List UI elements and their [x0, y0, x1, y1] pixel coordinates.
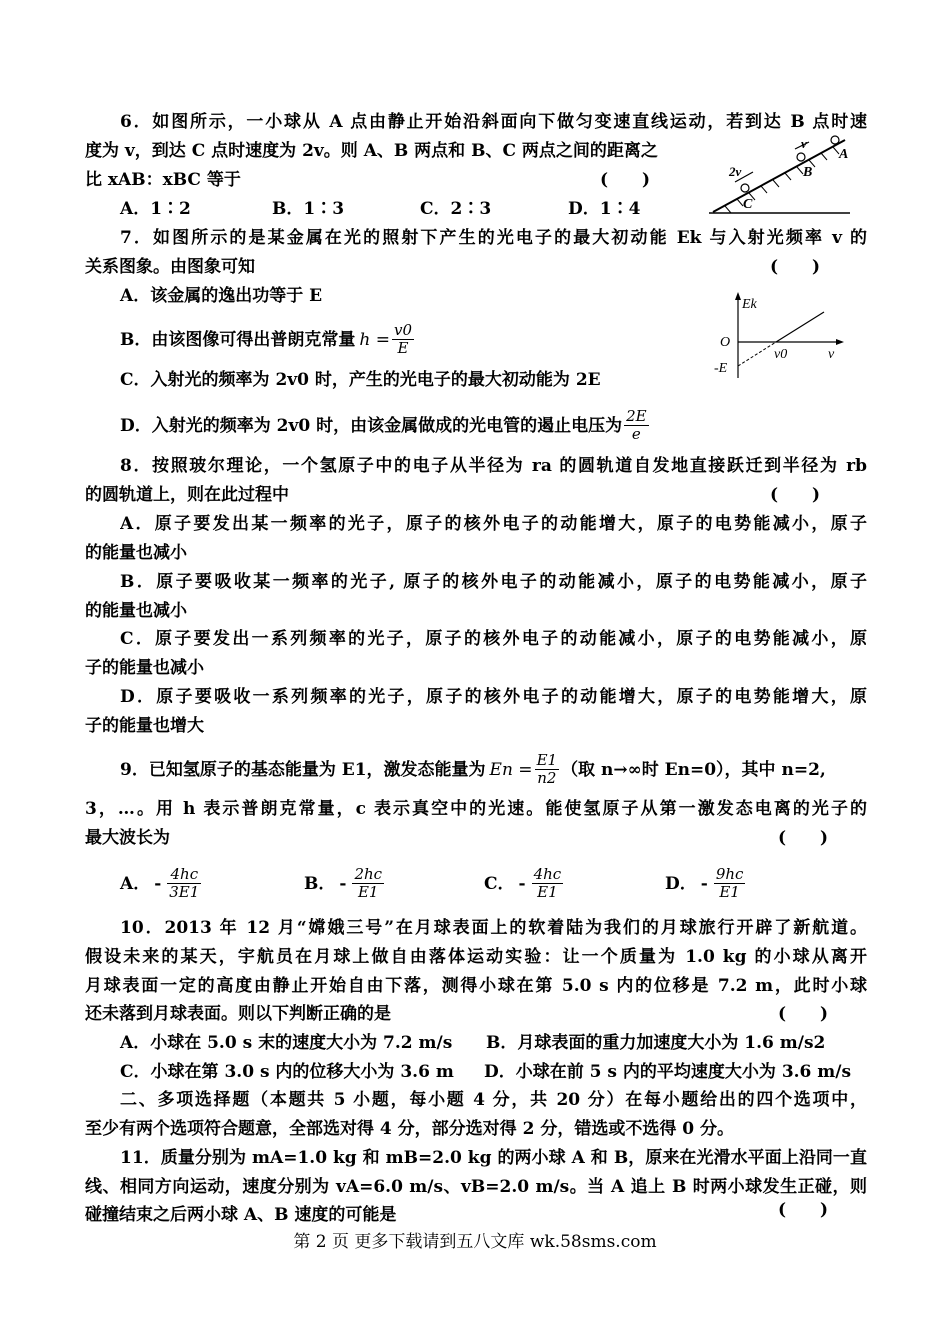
q9-option-d-fraction	[714, 866, 746, 901]
q9-option-b-den: E1	[357, 883, 379, 901]
q7-option-b-fraction	[392, 322, 414, 357]
q7-option-d-text: D．入射光的频率为 2v0 时，由该金属做成的光电管的遏止电压为	[120, 415, 623, 436]
q7-option-c: C．入射光的频率为 2v0 时，产生的光电子的最大初动能为 2E	[120, 370, 601, 390]
q8-option-a-line2: 的能量也减小	[85, 543, 187, 563]
ek-line	[776, 312, 824, 342]
q9-option-d	[665, 866, 747, 901]
ball-b	[797, 153, 805, 161]
q7-answer-paren: ( )	[770, 257, 821, 277]
q8-line1: 8．按照玻尔理论，一个氢原子中的电子从半径为 ra 的圆轨道自发地直接跃迁到半径为 rb	[120, 456, 867, 476]
graph-label-neg-e: -E	[714, 361, 728, 376]
q9-option-d-label: D．	[665, 873, 697, 894]
q9-option-c-fraction	[532, 866, 564, 901]
q9-option-b-num: 2hc	[354, 865, 383, 883]
q10-option-d: D．小球在前 5 s 内的平均速度大小为 3.6 m/s	[484, 1062, 852, 1082]
q8-line2: 的圆轨道上，则在此过程中	[85, 485, 289, 505]
q9-option-c-num: 4hc	[533, 865, 562, 883]
q10-line3: 月球表面一定的高度由静止开始自由下落，测得小球在第 5.0 s 内的位移是 7.2 m，此时小球	[85, 976, 867, 996]
q10-line1: 10．2013 年 12 月“嫦娥三号”在月球表面上的软着陆为我们的月球旅行开辟了新航道。	[120, 918, 867, 938]
q9-option-a	[120, 866, 203, 901]
graph-label-origin: O	[720, 335, 731, 350]
q11-line3: 碰撞结束之后两小球 A、B 速度的可能是	[85, 1205, 397, 1225]
q10-option-b: B．月球表面的重力加速度大小为 1.6 m/s2	[486, 1033, 826, 1053]
q6-option-d: D．1∶4	[568, 199, 641, 219]
q7-option-b-text: B．由该图像可得出普朗克常量	[120, 329, 356, 350]
graph-label-v0: v0	[774, 347, 788, 362]
q9-en-num: E1	[536, 751, 558, 769]
q6-line2: 度为 v，到达 C 点时速度为 2v。则 A、B 两点和 B、C 两点之间的距离之	[85, 141, 658, 161]
q9-option-c	[484, 866, 565, 901]
q9-option-c-den: E1	[537, 883, 558, 901]
q9-option-d-sign: -	[700, 873, 708, 894]
q8-option-c-line1: C．原子要发出一系列频率的光子，原子的核外电子的动能减小，原子的电势能减小，原	[120, 629, 867, 649]
q7-ek-graph	[712, 290, 847, 382]
graph-label-ek: Ek	[742, 297, 757, 312]
q7-option-d-den: e	[631, 425, 641, 443]
q6-answer-paren: ( )	[600, 170, 651, 190]
q9-line1-a: 9．已知氢原子的基态能量为 E1，激发态能量为	[120, 759, 486, 780]
q8-option-c-line2: 子的能量也减小	[85, 658, 204, 678]
label-2v: 2v	[729, 164, 742, 179]
q9-option-a-sign: -	[154, 873, 162, 894]
q9-option-c-label: C．	[484, 873, 515, 894]
q7-option-d-num: 2E	[626, 407, 647, 425]
q9-line3: 最大波长为	[85, 828, 170, 848]
q9-answer-paren: ( )	[778, 828, 829, 848]
q7-option-b-num: v0	[393, 321, 413, 339]
q6-option-c: C．2∶3	[420, 199, 492, 219]
q9-en-fraction	[535, 752, 560, 787]
label-c: C	[743, 197, 753, 212]
q7-line1: 7．如图所示的是某金属在光的照射下产生的光电子的最大初动能 Ek 与入射光频率 v 的	[120, 228, 867, 248]
label-a: A	[839, 147, 849, 162]
q6-line3: 比 xAB：xBC 等于	[85, 170, 241, 190]
q7-option-b-h: h =	[359, 329, 390, 350]
q10-option-c: C．小球在第 3.0 s 内的位移大小为 3.6 m	[120, 1062, 454, 1082]
page-footer: 第 2 页 更多下载请到五八文库 wk.58sms.com	[293, 1232, 657, 1252]
q9-line1-b: （取 n→∞时 En=0），其中 n=2,	[561, 759, 826, 780]
q6-incline-figure	[705, 132, 855, 218]
q9-option-a-den: 3E1	[169, 883, 200, 901]
q9-option-a-label: A．	[120, 873, 151, 894]
q6-option-a: A．1∶2	[120, 199, 191, 219]
q8-option-a-line1: A．原子要发出某一频率的光子，原子的核外电子的动能增大，原子的电势能减小，原子	[120, 514, 867, 534]
section2-line1: 二、多项选择题（本题共 5 小题，每小题 4 分，共 20 分）在每小题给出的四个选项中，	[120, 1090, 867, 1110]
q9-option-b	[304, 866, 386, 901]
section2-line2: 至少有两个选项符合题意，全部选对得 4 分，部分选对得 2 分，错选或不选得 0 分。	[85, 1119, 734, 1139]
x-axis-arrow	[836, 339, 844, 345]
q11-line1: 11．质量分别为 mA=1.0 kg 和 mB=2.0 kg 的两小球 A 和 B，原来在光滑水平面上沿同一直	[120, 1148, 867, 1168]
q10-line4: 还未落到月球表面。则以下判断正确的是	[85, 1004, 391, 1024]
q7-option-a: A．该金属的逸出功等于 E	[120, 286, 323, 306]
q8-option-b-line1: B．原子要吸收某一频率的光子, 原子的核外电子的动能减小，原子的电势能减小，原子	[120, 572, 867, 592]
q7-option-b	[120, 322, 416, 357]
q9-en: En =	[489, 759, 533, 780]
q9-option-b-label: B．	[304, 873, 336, 894]
graph-label-v: v	[828, 347, 835, 362]
q9-option-b-sign: -	[339, 873, 347, 894]
q9-option-b-fraction	[352, 866, 384, 901]
q10-line2: 假设未来的某天，宇航员在月球上做自由落体运动实验：让一个质量为 1.0 kg 的小球从离开	[85, 947, 867, 967]
ball-c	[741, 184, 749, 192]
q9-option-a-fraction	[167, 866, 201, 901]
q9-option-c-sign: -	[518, 873, 526, 894]
ball-a	[831, 136, 839, 144]
q9-option-d-den: E1	[719, 883, 740, 901]
label-b: B	[803, 165, 813, 180]
q8-option-b-line2: 的能量也减小	[85, 601, 187, 621]
q11-answer-paren: ( )	[778, 1200, 829, 1220]
q7-option-d	[120, 408, 651, 443]
q9-line1	[120, 752, 826, 787]
q7-option-b-den: E	[397, 339, 409, 357]
q6-option-b: B．1∶3	[272, 199, 345, 219]
q9-option-a-num: 4hc	[167, 866, 201, 884]
q8-option-d-line1: D．原子要吸收一系列频率的光子，原子的核外电子的动能增大，原子的电势能增大，原	[120, 687, 867, 707]
q7-option-d-fraction	[624, 408, 649, 443]
q8-option-d-line2: 子的能量也增大	[85, 716, 204, 736]
q9-en-den: n2	[537, 769, 557, 787]
q9-option-d-num: 9hc	[715, 865, 744, 883]
label-v: v	[801, 136, 807, 151]
q7-line2: 关系图象。由图象可知	[85, 257, 255, 277]
ek-line-extension	[738, 342, 776, 366]
q10-option-a: A．小球在 5.0 s 末的速度大小为 7.2 m/s	[120, 1033, 453, 1053]
y-axis-arrow	[735, 292, 741, 300]
q8-answer-paren: ( )	[770, 485, 821, 505]
q9-line2: 3，…。用 h 表示普朗克常量，c 表示真空中的光速。能使氢原子从第一激发态电离的光子的	[85, 799, 867, 819]
q6-line1: 6．如图所示，一小球从 A 点由静止开始沿斜面向下做匀变速直线运动，若到达 B 点时速	[120, 112, 867, 132]
q11-line2: 线、相同方向运动，速度分别为 vA=6.0 m/s、vB=2.0 m/s。当 A 追上 B 时两小球发生正碰，则	[85, 1177, 867, 1197]
q10-answer-paren: ( )	[778, 1004, 829, 1024]
